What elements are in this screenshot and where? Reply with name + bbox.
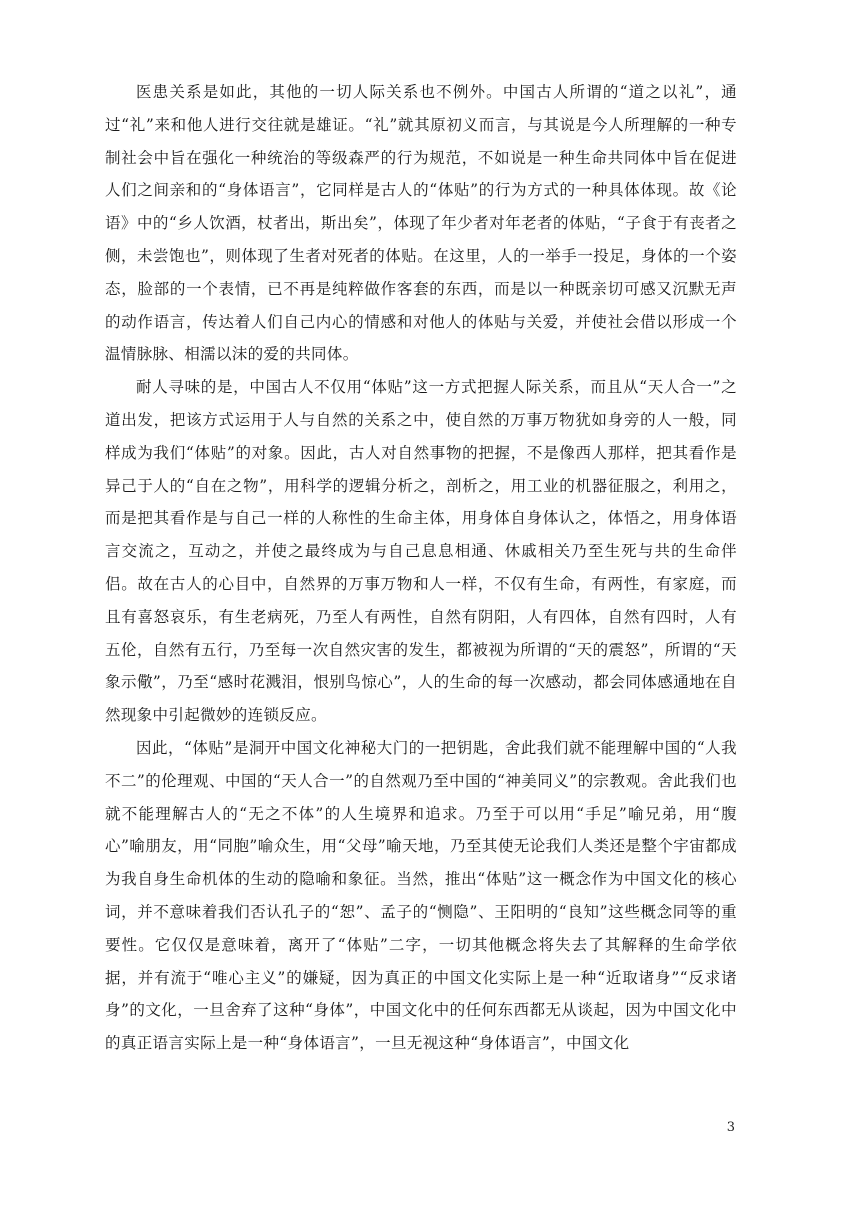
paragraph-1: 医患关系是如此，其他的一切人际关系也不例外。中国古人所谓的“道之以礼”，通过“礼”来和他人进行交往就是雄证。“礼”就其原初义而言，与其说是今人所理解的一种专制社会中旨在强化一种统治的等级森严的行为规范，不如说是一种生命共同体中旨在促进人们之间亲和的“身体语言”，它同样是古人的“体贴”的行为方式的一种具体体现。故《论语》中的“乡人饮酒，杖者出，斯出矣”，体现了年少者对年老者的体贴，“子食于有丧者之侧，未尝饱也”，则体现了生者对死者的体贴。在这里，人的一举手一投足，身体的一个姿态，脸部的一个表情，已不再是纯粹做作客套的东西，而是以一种既亲切可感又沉默无声的动作语言，传达着人们自己内心的情感和对他人的体贴与关爱，并使社会借以形成一个温情脉脉、相濡以沫的爱的共同体。	[105, 83, 737, 364]
body-text	[105, 76, 737, 1060]
paragraph-3: 因此，“体贴”是洞开中国文化神秘大门的一把钥匙，舍此我们就不能理解中国的“人我不二”的伦理观、中国的“天人合一”的自然观乃至中国的“神美同义”的宗教观。舍此我们也就不能理解古人的“无之不体”的人生境界和追求。乃至于可以用“手足”喻兄弟，用“腹心”喻朋友，用“同胞”喻众生，用“父母”喻天地，乃至其使无论我们人类还是整个宇宙都成为我自身生命机体的生动的隐喻和象征。当然，推出“体贴”这一概念作为中国文化的核心词，并不意味着我们否认孔子的“恕”、孟子的“恻隐”、王阳明的“良知”这些概念同等的重要性。它仅仅是意味着，离开了“体贴”二字，一切其他概念将失去了其解释的生命学依据，并有流于“唯心主义”的嫌疑，因为真正的中国文化实际上是一种“近取诸身”“反求诸身”的文化，一旦舍弃了这种“身体”，中国文化中的任何东西都无从谈起，因为中国文化中的真正语言实际上是一种“身体语言”，一旦无视这种“身体语言”，中国文化	[105, 738, 737, 1053]
paragraph-2: 耐人寻味的是，中国古人不仅用“体贴”这一方式把握人际关系，而且从“天人合一”之道出发，把该方式运用于人与自然的关系之中，使自然的万事万物犹如身旁的人一般，同样成为我们“体贴”的对象。因此，古人对自然事物的把握，不是像西人那样，把其看作是异己于人的“自在之物”，用科学的逻辑分析之，剖析之，用工业的机器征服之，利用之，而是把其看作是与自己一样的人称性的生命主体，用身体自身体认之，体悟之，用身体语言交流之，互动之，并使之最终成为与自己息息相通、休戚相关乃至生死与共的生命伴侣。故在古人的心目中，自然界的万事万物和人一样，不仅有生命，有两性，有家庭，而且有喜怒哀乐，有生老病死，乃至人有两性，自然有阴阳，人有四体，自然有四时，人有五伦，自然有五行，乃至每一次自然灾害的发生，都被视为所谓的“天的震怒”，所谓的“天象示儆”，乃至“感时花溅泪，恨别鸟惊心”，人的生命的每一次感动，都会同体感通地在自然现象中引起微妙的连锁反应。	[105, 378, 737, 725]
page-number: 3	[726, 1120, 735, 1135]
